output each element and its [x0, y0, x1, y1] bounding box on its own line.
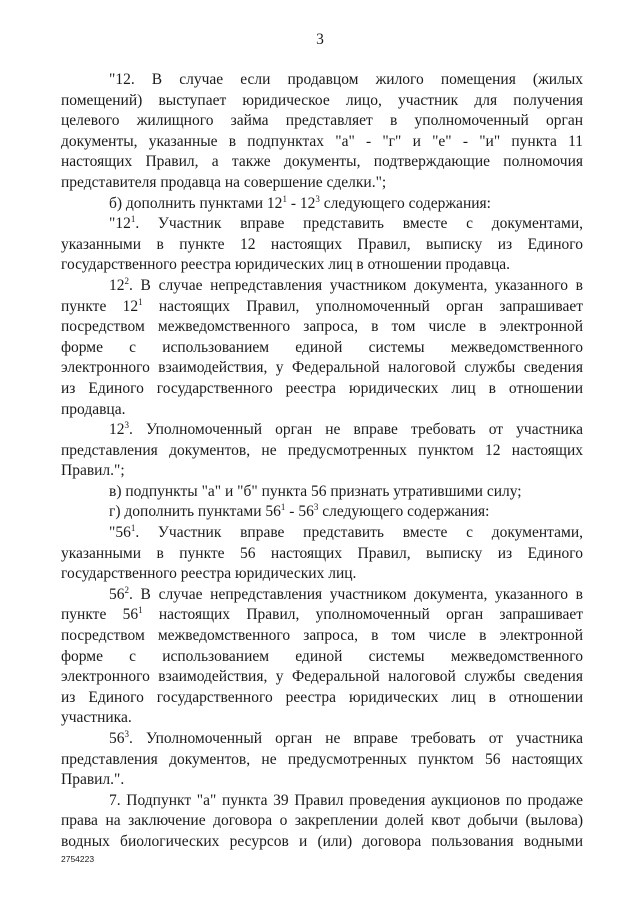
paragraph-line: целевого жилищного займа представляет в уполномоченный орган	[61, 112, 583, 130]
paragraph	[61, 729, 583, 791]
paragraph-line: форме с использованием единой системы межведомственного	[61, 338, 583, 356]
paragraph-line: пункте $12^1$ настоящих Правил, уполномоченный орган запрашивает	[61, 296, 583, 315]
paragraph-line: из Единого государственного реестра юридических лиц в отношении	[61, 379, 583, 397]
paragraph-line: $12^3$. Уполномоченный орган не вправе требовать от участника	[109, 420, 583, 439]
paragraph-line: продавца.	[61, 400, 126, 418]
paragraph-line: посредством межведомственного запроса, в том числе в электронной	[61, 318, 583, 336]
paragraph-line: указанными в пункте 56 настоящих Правил, выписку из Единого	[61, 544, 583, 562]
paragraph	[61, 791, 583, 853]
paragraph	[61, 585, 583, 729]
paragraph-line: представления документов, не предусмотренных пунктом 12 настоящих	[61, 441, 583, 459]
paragraph-line: г) дополнить пунктами $56^1 - 56^3$ следующего содержания:	[109, 502, 490, 521]
paragraph-line: $56^3$. Уполномоченный орган не вправе требовать от участника	[109, 729, 583, 747]
paragraph-line: водных биологических ресурсов и (или) договора пользования водными	[61, 832, 583, 850]
superscript-index: 1	[138, 605, 143, 616]
paragraph	[61, 70, 583, 194]
superscript-index: 2	[124, 275, 129, 286]
paragraph-line: из Единого государственного реестра юридических лиц в отношении	[61, 688, 583, 706]
paragraph-line: форме с использованием единой системы межведомственного	[61, 647, 583, 665]
paragraph	[61, 194, 583, 215]
superscript-index: 1	[138, 296, 143, 307]
paragraph-line: настоящих Правил, а также документы, подтверждающие полномочия	[61, 153, 583, 171]
paragraph-line: "12. В случае если продавцом жилого помещения (жилых	[109, 71, 583, 88]
paragraph-line: документы, указанные в подпунктах "а" - "г" и "е" - "и" пункта 11	[61, 132, 583, 150]
superscript-index: 2	[124, 584, 129, 595]
superscript-index: 3	[124, 420, 129, 431]
superscript-index: 3	[124, 729, 129, 739]
paragraph	[61, 502, 583, 523]
superscript-index: 1	[130, 523, 136, 534]
paragraph-line: представителя продавца на совершение сделки.";	[61, 173, 387, 191]
superscript-index: 1	[130, 214, 136, 225]
paragraph-line: помещений) выступает юридическое лицо, участник для получения	[61, 91, 583, 109]
paragraph-line: в) подпункты "а" и "б" пункта 56 признать утратившими силу;	[109, 482, 522, 500]
paragraph-line: пункте $56^1$ настоящих Правил, уполномоченный орган запрашивает	[61, 605, 583, 624]
paragraph	[61, 482, 583, 503]
paragraph-line: государственного реестра юридических лиц.	[61, 565, 357, 583]
paragraph	[61, 214, 583, 276]
page-number: 3	[316, 31, 324, 48]
paragraph-line: $12^2$. В случае непредставления участником документа, указанного в	[109, 275, 583, 294]
superscript-index: 1	[282, 193, 287, 204]
paragraph-line: электронного взаимодействия, у Федеральной налоговой службы сведения	[61, 359, 583, 377]
paragraph-line: права на заключение договора о закреплении долей квот добычи (вылова)	[61, 812, 583, 830]
document-body	[61, 70, 583, 853]
paragraph-line: электронного взаимодействия, у Федеральной налоговой службы сведения	[61, 668, 583, 686]
paragraph-line: представления документов, не предусмотренных пунктом 56 настоящих	[61, 750, 583, 768]
paragraph	[61, 420, 583, 482]
paragraph-line: государственного реестра юридических лиц в отношении продавца.	[61, 256, 511, 274]
document-code: 2754223	[61, 854, 95, 864]
paragraph-line: участника.	[61, 709, 132, 727]
superscript-index: 3	[313, 502, 319, 513]
superscript-index: 1	[280, 502, 286, 513]
superscript-index: 3	[315, 193, 320, 204]
paragraph	[61, 276, 583, 420]
paragraph-line: "$12^1$. Участник вправе представить вместе с документами,	[109, 214, 583, 233]
paragraph-line: посредством межведомственного запроса, в том числе в электронной	[61, 627, 583, 645]
paragraph-line: Правил.".	[61, 771, 125, 789]
paragraph-line: Правил.";	[61, 462, 125, 480]
paragraph-line: б) дополнить пунктами $12^1 - 12^3$ следующего содержания:	[109, 193, 491, 212]
paragraph-line: 7. Подпункт "а" пункта 39 Правил проведения аукционов по продаже	[109, 791, 583, 809]
paragraph	[61, 523, 583, 585]
paragraph-line: "$56^1$. Участник вправе представить вместе с документами,	[109, 523, 583, 542]
paragraph-line: $56^2$. В случае непредставления участником документа, указанного в	[109, 584, 583, 603]
paragraph-line: указанными в пункте 12 настоящих Правил, выписку из Единого	[61, 235, 583, 253]
